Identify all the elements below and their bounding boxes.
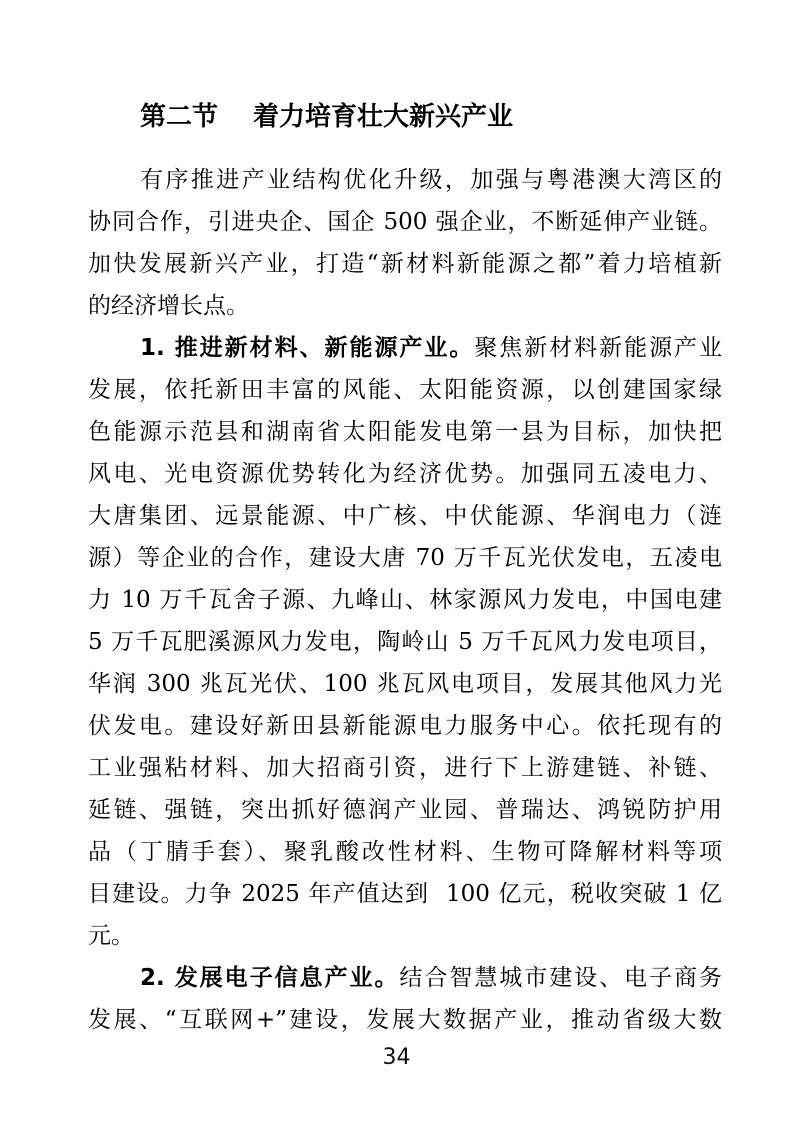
text-line	[88, 747, 722, 789]
page-number: 34	[382, 1045, 411, 1070]
text-run: 力 10 万千瓦舍子源、九峰山、林家源风力发电，中国电建	[88, 587, 722, 613]
text-run: 目建设。力争 2025 年产值达到 100 亿元，税收突破 1 亿	[88, 881, 722, 907]
page-content	[88, 97, 722, 1041]
text-run: 元。	[88, 923, 134, 949]
text-run: 伏发电。建设好新田县新能源电力服务中心。依托现有的	[88, 713, 722, 739]
text-run: 结合智慧城市建设、电子商务	[399, 965, 723, 991]
text-run: 发展、“互联网+”建设，发展大数据产业，推动省级大数	[88, 1007, 722, 1033]
text-line	[88, 957, 722, 999]
document-body	[88, 159, 722, 1041]
text-line	[88, 411, 722, 453]
text-run: 聚焦新材料新能源产业	[474, 335, 723, 361]
section-heading: 第二节 着力培育壮大新兴产业	[140, 102, 514, 132]
text-line	[88, 327, 722, 369]
text-run: 加快发展新兴产业，打造“新材料新能源之都”着力培植新	[88, 251, 722, 277]
text-run: 华润 300 兆瓦光伏、100 兆瓦风电项目，发展其他风力光	[88, 671, 722, 697]
bold-run: 2. 发展电子信息产业。	[140, 965, 400, 991]
text-line	[88, 369, 722, 411]
text-run: 发展，依托新田丰富的风能、太阳能资源，以创建国家绿	[88, 377, 722, 403]
text-line	[88, 159, 722, 201]
text-run: 品（丁腈手套）、聚乳酸改性材料、生物可降解材料等项	[88, 839, 722, 865]
text-line	[88, 621, 722, 663]
text-line	[88, 495, 722, 537]
text-line	[88, 285, 722, 327]
text-line	[88, 999, 722, 1041]
text-line	[88, 579, 722, 621]
text-line	[88, 705, 722, 747]
text-line	[88, 663, 722, 705]
text-run: 协同合作，引进央企、国企 500 强企业，不断延伸产业链。	[88, 209, 722, 235]
bold-run: 1. 推进新材料、新能源产业。	[140, 335, 475, 361]
text-run: 工业强粘材料、加大招商引资，进行下上游建链、补链、	[88, 755, 722, 781]
text-line	[88, 537, 722, 579]
text-line	[88, 453, 722, 495]
text-run: 有序推进产业结构优化升级，加强与粤港澳大湾区的	[140, 167, 722, 193]
text-line	[88, 831, 722, 873]
text-line	[88, 915, 722, 957]
text-line	[88, 789, 722, 831]
text-run: 源）等企业的合作，建设大唐 70 万千瓦光伏发电，五凌电	[88, 545, 722, 571]
text-run: 风电、光电资源优势转化为经济优势。加强同五凌电力、	[88, 461, 722, 487]
text-run: 大唐集团、远景能源、中广核、中伏能源、华润电力（涟	[88, 503, 722, 529]
text-run: 的经济增长点。	[88, 293, 249, 319]
text-line	[88, 201, 722, 243]
text-run: 5 万千瓦肥溪源风力发电，陶岭山 5 万千瓦风力发电项目，	[88, 629, 722, 655]
text-run: 延链、强链，突出抓好德润产业园、普瑞达、鸿锐防护用	[88, 797, 722, 823]
text-line	[88, 873, 722, 915]
text-run: 色能源示范县和湖南省太阳能发电第一县为目标，加快把	[88, 419, 722, 445]
text-line	[88, 243, 722, 285]
